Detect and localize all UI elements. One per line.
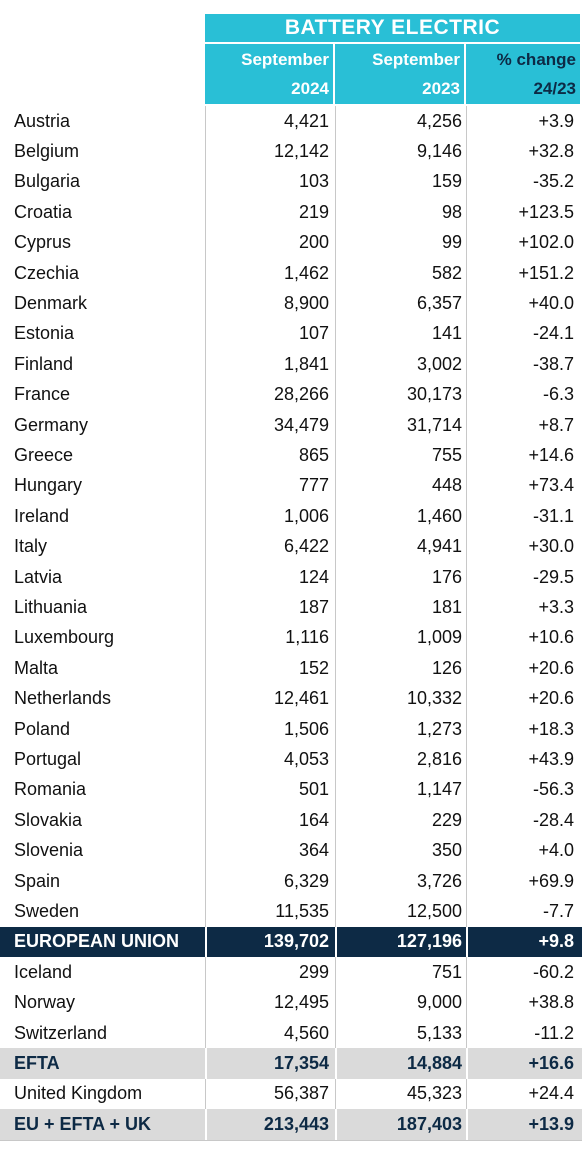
row-change: -28.4	[466, 805, 582, 835]
table-row	[0, 714, 582, 744]
table-row	[0, 288, 582, 318]
row-value-2024: 501	[205, 775, 335, 805]
col-header-2024-month: September	[241, 50, 329, 69]
row-change: -6.3	[466, 380, 582, 410]
row-name: Malta	[14, 657, 59, 678]
row-value-2024: 219	[205, 197, 335, 227]
table-row	[0, 349, 582, 379]
row-value-2023: 751	[335, 957, 466, 987]
col-header-2024	[205, 44, 335, 104]
row-change: +43.9	[466, 744, 582, 774]
col-header-2023	[335, 44, 466, 104]
row-value-2023: 1,147	[335, 775, 466, 805]
row-value-2024: 107	[205, 319, 335, 349]
row-value-2024: 1,462	[205, 258, 335, 288]
row-change: +3.3	[466, 592, 582, 622]
table-row	[0, 228, 582, 258]
col-header-2023-year: 2023	[422, 79, 460, 98]
row-name: Latvia	[14, 566, 63, 587]
row-value-2023: 99	[335, 228, 466, 258]
table-row	[0, 1079, 582, 1109]
row-value-2023: 229	[335, 805, 466, 835]
row-change: +13.9	[466, 1109, 582, 1139]
row-name: Norway	[14, 992, 76, 1013]
row-name: Switzerland	[14, 1022, 108, 1043]
row-name: Slovakia	[14, 809, 83, 830]
row-value-2024: 865	[205, 440, 335, 470]
row-change: -29.5	[466, 562, 582, 592]
table-row	[0, 197, 582, 227]
row-change: -60.2	[466, 957, 582, 987]
table-row	[0, 805, 582, 835]
table-row	[0, 410, 582, 440]
row-change: +102.0	[466, 228, 582, 258]
row-value-2024: 364	[205, 836, 335, 866]
row-value-2023: 1,273	[335, 714, 466, 744]
row-value-2024: 1,841	[205, 349, 335, 379]
col-header-2023-month: September	[372, 50, 460, 69]
row-change: -7.7	[466, 896, 582, 926]
row-name: Austria	[14, 110, 71, 131]
row-value-2023: 3,002	[335, 349, 466, 379]
row-name: Denmark	[14, 293, 88, 314]
row-value-2023: 14,884	[335, 1048, 466, 1078]
table-row	[0, 380, 582, 410]
table-row	[0, 471, 582, 501]
row-value-2023: 4,256	[335, 106, 466, 136]
row-value-2023: 2,816	[335, 744, 466, 774]
row-value-2024: 4,560	[205, 1018, 335, 1048]
row-name: Spain	[14, 870, 61, 891]
row-name: Sweden	[14, 901, 80, 922]
row-name: Romania	[14, 779, 87, 800]
row-name: Netherlands	[14, 688, 112, 709]
table-row	[0, 957, 582, 987]
row-change: +73.4	[466, 471, 582, 501]
col-header-change-period: 24/23	[533, 79, 576, 98]
row-value-2024: 1,006	[205, 501, 335, 531]
row-value-2024: 103	[205, 167, 335, 197]
row-value-2024: 139,702	[205, 927, 335, 957]
row-value-2023: 176	[335, 562, 466, 592]
table-row	[0, 836, 582, 866]
row-value-2024: 124	[205, 562, 335, 592]
col-header-change-label: % change	[496, 50, 576, 69]
row-change: -56.3	[466, 775, 582, 805]
row-value-2024: 1,506	[205, 714, 335, 744]
row-change: -24.1	[466, 319, 582, 349]
row-name: Croatia	[14, 201, 73, 222]
table-row	[0, 258, 582, 288]
row-name: EU + EFTA + UK	[14, 1113, 152, 1134]
row-value-2024: 28,266	[205, 380, 335, 410]
row-change: +18.3	[466, 714, 582, 744]
table-row	[0, 562, 582, 592]
row-value-2023: 5,133	[335, 1018, 466, 1048]
table-row	[0, 501, 582, 531]
table-row	[0, 136, 582, 166]
row-name: Cyprus	[14, 232, 72, 253]
total-row	[0, 1048, 582, 1078]
row-value-2023: 98	[335, 197, 466, 227]
row-name: Finland	[14, 353, 74, 374]
table-row	[0, 896, 582, 926]
row-name: Ireland	[14, 505, 70, 526]
row-value-2024: 200	[205, 228, 335, 258]
row-value-2023: 31,714	[335, 410, 466, 440]
row-change: +69.9	[466, 866, 582, 896]
table-row	[0, 167, 582, 197]
row-value-2024: 6,329	[205, 866, 335, 896]
row-value-2023: 30,173	[335, 380, 466, 410]
row-value-2024: 777	[205, 471, 335, 501]
total-row	[0, 1109, 582, 1139]
row-value-2024: 213,443	[205, 1109, 335, 1139]
table-row	[0, 744, 582, 774]
row-change: -31.1	[466, 501, 582, 531]
row-value-2023: 12,500	[335, 896, 466, 926]
table-row	[0, 988, 582, 1018]
row-value-2023: 45,323	[335, 1079, 466, 1109]
row-value-2023: 187,403	[335, 1109, 466, 1139]
row-name: Iceland	[14, 961, 73, 982]
row-change: -38.7	[466, 349, 582, 379]
table-row	[0, 653, 582, 683]
row-name: Portugal	[14, 749, 82, 770]
row-change: +4.0	[466, 836, 582, 866]
table-title: BATTERY ELECTRIC	[205, 14, 580, 44]
total-row	[0, 927, 582, 957]
row-name: Czechia	[14, 262, 80, 283]
row-value-2023: 159	[335, 167, 466, 197]
row-value-2023: 1,009	[335, 623, 466, 653]
row-value-2024: 1,116	[205, 623, 335, 653]
col-header-2024-year: 2024	[291, 79, 329, 98]
row-name: France	[14, 384, 71, 405]
row-value-2023: 755	[335, 440, 466, 470]
table-row	[0, 592, 582, 622]
table-row	[0, 623, 582, 653]
row-name: Italy	[14, 536, 48, 557]
row-change: +30.0	[466, 532, 582, 562]
row-value-2023: 448	[335, 471, 466, 501]
row-value-2023: 582	[335, 258, 466, 288]
row-name: Belgium	[14, 141, 80, 162]
row-value-2024: 56,387	[205, 1079, 335, 1109]
row-change: -35.2	[466, 167, 582, 197]
row-value-2023: 1,460	[335, 501, 466, 531]
row-name: Luxembourg	[14, 627, 115, 648]
row-value-2023: 10,332	[335, 684, 466, 714]
row-change: +38.8	[466, 988, 582, 1018]
row-name: Germany	[14, 414, 89, 435]
row-change: +20.6	[466, 653, 582, 683]
row-value-2024: 6,422	[205, 532, 335, 562]
row-change: +14.6	[466, 440, 582, 470]
row-value-2023: 126	[335, 653, 466, 683]
row-value-2024: 164	[205, 805, 335, 835]
row-value-2024: 4,053	[205, 744, 335, 774]
table-row	[0, 319, 582, 349]
row-name: United Kingdom	[14, 1083, 143, 1104]
row-name: Estonia	[14, 323, 75, 344]
row-name: EUROPEAN UNION	[14, 931, 180, 952]
row-value-2023: 127,196	[335, 927, 466, 957]
row-change: +32.8	[466, 136, 582, 166]
row-value-2024: 12,495	[205, 988, 335, 1018]
row-change: -11.2	[466, 1018, 582, 1048]
row-name: Hungary	[14, 475, 83, 496]
row-value-2023: 141	[335, 319, 466, 349]
row-value-2023: 9,000	[335, 988, 466, 1018]
row-name: Slovenia	[14, 840, 84, 861]
row-value-2024: 12,142	[205, 136, 335, 166]
row-change: +9.8	[466, 927, 582, 957]
row-value-2023: 9,146	[335, 136, 466, 166]
row-value-2023: 350	[335, 836, 466, 866]
row-name: EFTA	[14, 1053, 60, 1074]
table-row	[0, 532, 582, 562]
table-row	[0, 440, 582, 470]
row-value-2024: 12,461	[205, 684, 335, 714]
row-value-2024: 34,479	[205, 410, 335, 440]
row-value-2024: 17,354	[205, 1048, 335, 1078]
table-row	[0, 684, 582, 714]
row-name: Poland	[14, 718, 71, 739]
row-value-2023: 181	[335, 592, 466, 622]
row-value-2024: 4,421	[205, 106, 335, 136]
row-value-2024: 8,900	[205, 288, 335, 318]
row-change: +40.0	[466, 288, 582, 318]
row-name: Greece	[14, 445, 74, 466]
row-value-2023: 3,726	[335, 866, 466, 896]
row-change: +10.6	[466, 623, 582, 653]
table-row	[0, 775, 582, 805]
row-value-2024: 187	[205, 592, 335, 622]
row-value-2024: 299	[205, 957, 335, 987]
table-row	[0, 106, 582, 136]
table-bottom-border	[0, 1140, 582, 1141]
row-change: +151.2	[466, 258, 582, 288]
row-change: +3.9	[466, 106, 582, 136]
row-name: Bulgaria	[14, 171, 81, 192]
col-header-change	[466, 44, 580, 104]
row-change: +16.6	[466, 1048, 582, 1078]
row-change: +20.6	[466, 684, 582, 714]
row-change: +123.5	[466, 197, 582, 227]
row-value-2023: 4,941	[335, 532, 466, 562]
row-name: Lithuania	[14, 597, 88, 618]
table-row	[0, 1018, 582, 1048]
row-value-2024: 11,535	[205, 896, 335, 926]
row-change: +24.4	[466, 1079, 582, 1109]
row-value-2023: 6,357	[335, 288, 466, 318]
row-change: +8.7	[466, 410, 582, 440]
table-row	[0, 866, 582, 896]
row-value-2024: 152	[205, 653, 335, 683]
